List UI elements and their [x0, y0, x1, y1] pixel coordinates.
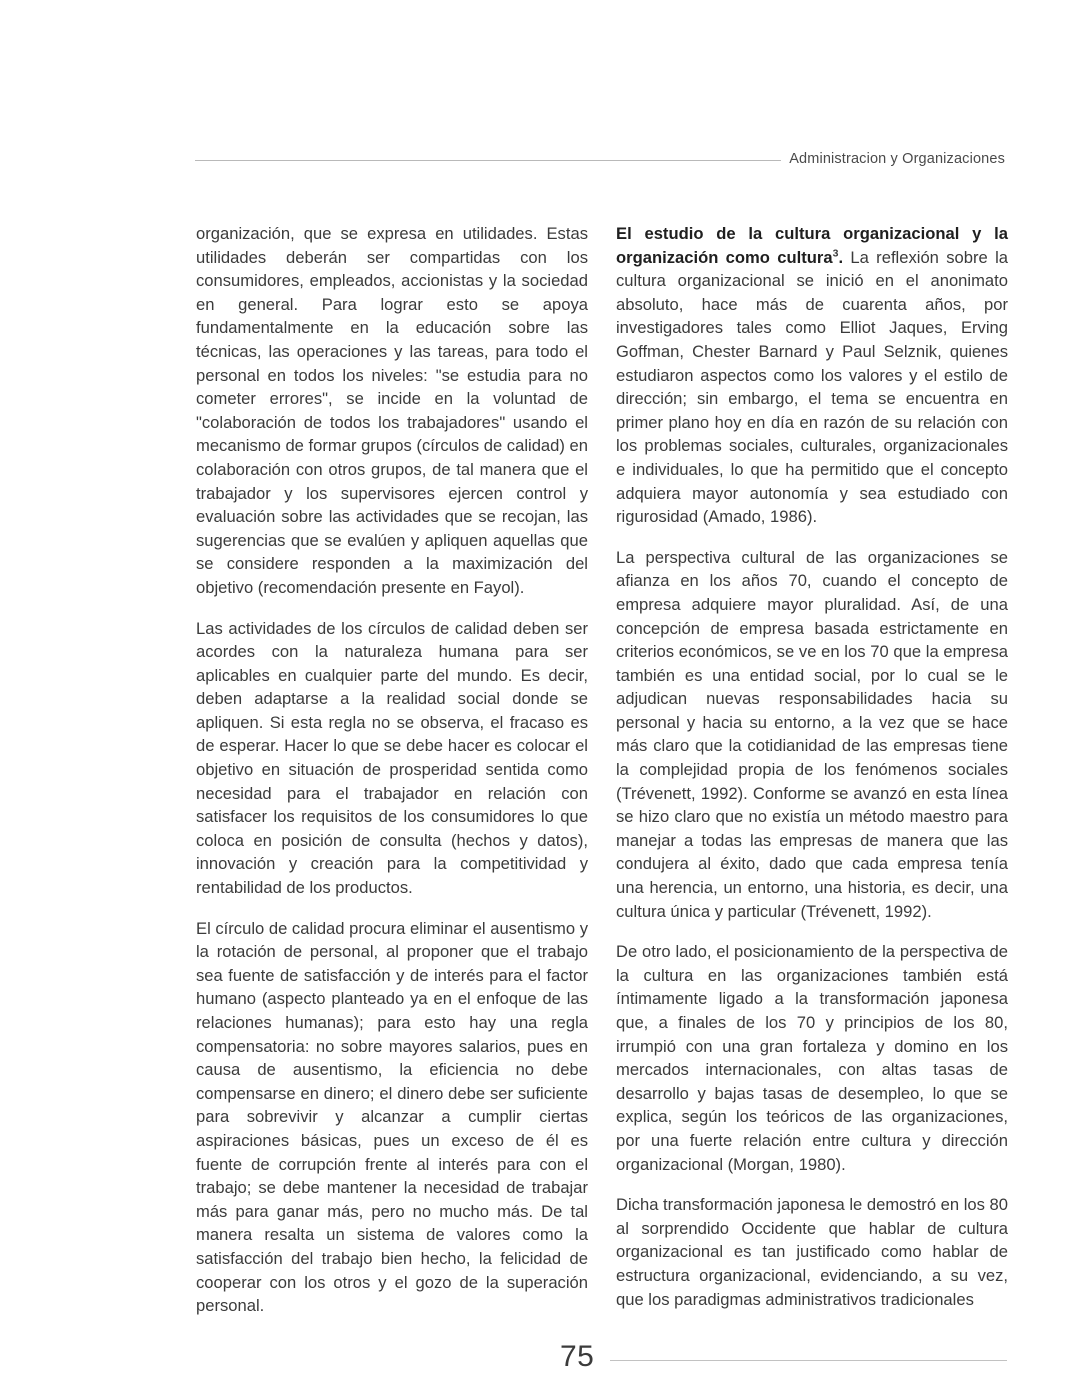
- body-columns: [196, 222, 1008, 1318]
- header-divider-rule: [195, 160, 781, 161]
- paragraph: El círculo de calidad procura eliminar el ausentismo y la rotación de personal, al proponer que el trabajo sea fuente de satisfacción y de interés para el factor humano (aspecto planteado ya en el enfoque de las relaciones humanas); para esto hay una regla compensatoria: no sobre mayores salarios, pues en causa de ausentismo, la eficiencia no debe compensarse en dinero; el dinero debe ser suficiente para sobrevivir y alcanzar a cumplir ciertas aspiraciones básicas, pues un exceso de él es fuente de corrupción frente al interés para con el trabajo; se debe mantener la necesidad de trabajar más para ganar más, pero no mucho más. De tal manera resalta un sistema de valores como la satisfacción del trabajo bien hecho, la felicidad de cooperar con los otros y el gozo de la superación personal.: [196, 918, 588, 1316]
- footer-divider-rule: [610, 1360, 1007, 1361]
- section-heading-body-text: La reflexión sobre la cultura organizacional se inició en el anonimato absoluto, hace más de cuarenta años, por investigadores tales como Elliot Jaques, Erving Goffman, Chester Barnard y Paul Selznik, quienes estudiaron aspectos como los valores y el estilo de dirección; sin embargo, el tema se encuentra en primer plano hoy en día en razón de su relación con los problemas sociales, culturales, organizacionales e individuales, lo que ha permitido que el concepto adquiera mayor autonomía y sea estudiado con rigurosidad (Amado, 1986).: [616, 247, 1008, 527]
- right-column: [616, 222, 1008, 1318]
- footnote-reference-marker: 3: [832, 247, 839, 260]
- section-heading-punctuation: .: [838, 247, 844, 267]
- section-heading-paragraph: [616, 222, 1008, 529]
- paragraph: organización, que se expresa en utilidades. Estas utilidades deberán ser compartidas con los consumidores, empleados, accionistas y la sociedad en general. Para lograr esto se apoya fundamentalmente en la educación sobre las técnicas, las operaciones y las tareas, para todo el personal en todos los niveles: "se estudia para no cometer errores", se incide en la voluntad de "colaboración de todos los trabajadores" usando el mecanismo de formar grupos (círculos de calidad) en colaboración con otros grupos, de tal manera que el trabajador y los supervisores ejercen control y evaluación sobre las actividades que se recojan, las sugerencias que se evalúen y apliquen aquellas que se considere responden a la maximización del objetivo (recomendación presente en Fayol).: [196, 224, 588, 597]
- page-number: 75: [560, 1340, 595, 1373]
- running-header: [195, 146, 1005, 172]
- paragraph: La perspectiva cultural de las organizaciones se afianza en los años 70, cuando el concepto de empresa adquiere mayor pluralidad. Así, de una concepción de empresa basada estrictamente en criterios económicos, se ve en los 70 que la empresa también es una entidad social, por lo cual se le adjudican nuevas responsabilidades hacia su personal y hacia su entorno, a la vez que se hace más claro que la cotidianidad de las empresas tiene la complejidad propia de los fenómenos sociales (Trévenett, 1992). Conforme se avanzó en esta línea se hizo claro que no existía un método maestro para manejar a todas las empresas de manera que las condujera al éxito, dado que cada empresa tenía una herencia, un entorno, una historia, es decir, una cultura única y particular (Trévenett, 1992).: [616, 547, 1008, 921]
- running-header-title: Administracion y Organizaciones: [789, 151, 1005, 167]
- left-column: [196, 222, 588, 1318]
- paragraph: De otro lado, el posicionamiento de la perspectiva de la cultura en las organizaciones también está íntimamente ligado a la transformación japonesa que, a finales de los 70 y principios de los 80, irrumpió con una gran fortaleza y domino en los mercados internacionales, con altas tasas de desarrollo y bajas tasas de desempleo, lo que se explica, según los teóricos de las organizaciones, por una fuerte relación entre cultura y dirección organizacional (Morgan, 1980).: [616, 942, 1008, 1174]
- page-footer: [195, 1337, 1007, 1377]
- paragraph: Dicha transformación japonesa le demostró en los 80 al sorprendido Occidente que hablar de cultura organizacional es tan justificado como hablar de estructura organizacional, evidenciando, a su vez, que los paradigmas administrativos tradicionales: [616, 1195, 1009, 1309]
- paragraph: Las actividades de los círculos de calidad deben ser acordes con la naturaleza humana para ser aplicables en cualquier parte del mundo. Es decir, deben adaptarse a la realidad social donde se apliquen. Si esta regla no se observa, el fracaso es de esperar. Hacer lo que se debe hacer es colocar el objetivo en situación de prosperidad sentida como necesidad para el trabajador en relación con satisfacer los requisitos de los consumidores lo que coloca en posición de consulta (hechos y datos), innovación y creación para la competitividad y rentabilidad de los productos.: [196, 618, 588, 898]
- section-heading-text: El estudio de la cultura organizacional y la organización como cultura: [616, 224, 1008, 267]
